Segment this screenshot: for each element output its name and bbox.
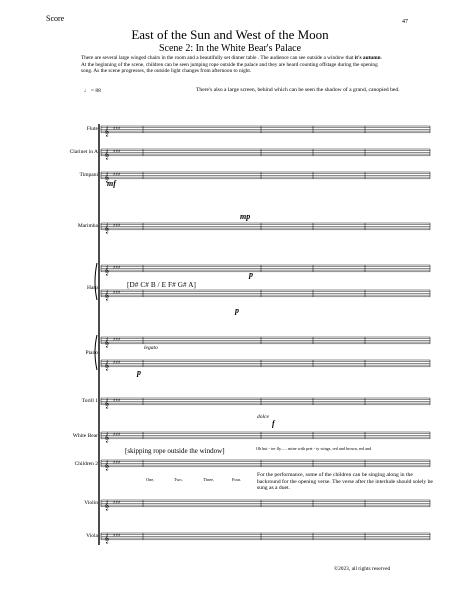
instrument-piano: Piano <box>85 350 98 356</box>
clef-glyph: 𝄞 <box>104 432 110 443</box>
clef-glyph: 𝄞 <box>104 265 110 276</box>
description-bold: it's autumn <box>354 55 381 61</box>
dynamic-harp-upper: p <box>249 270 253 279</box>
scene-subtitle: Scene 2: In the White Bear's Palace <box>158 43 302 54</box>
clef-glyph: 𝄞 <box>104 172 110 183</box>
instrument-white-bear: White Bear <box>72 433 98 439</box>
count-three: Three, <box>203 477 215 482</box>
instrument-children: Children 2 <box>74 461 98 467</box>
dynamic-white-bear: f <box>272 419 275 428</box>
instrument-timpani: Timpani <box>79 172 98 178</box>
key-signature: ♯♯♯ <box>113 500 121 506</box>
key-signature: ♯♯♯ <box>113 533 121 539</box>
key-signature: ♯♯♯ <box>113 360 121 366</box>
clef-glyph: 𝄞 <box>104 223 110 234</box>
key-signature: ♯♯♯ <box>113 265 121 271</box>
count-one: One, <box>146 477 155 482</box>
clef-glyph: 𝄞 <box>104 149 110 160</box>
clef-glyph: 𝄞 <box>104 460 110 471</box>
dynamic-timpani: mf <box>107 179 116 188</box>
instrument-clarinet: Clarinet in A <box>69 149 98 155</box>
screen-note: There's also a large screen, behind which can be seen the shadow of a grand, canopied bed. <box>196 87 400 93</box>
description-line-1: There are several large winged chairs in the room and a beautifully set dinner table . The audience can see outside a window that <box>81 55 355 61</box>
key-signature: ♯♯♯ <box>113 432 121 438</box>
piano-brace <box>95 335 97 370</box>
count-two: Two, <box>174 477 183 482</box>
key-signature: ♯♯♯ <box>113 290 121 296</box>
key-signature: ♯♯♯ <box>113 172 121 178</box>
count-four: Four. <box>232 477 241 482</box>
stage-direction: [skipping rope outside the window] <box>125 447 225 455</box>
dynamic-harp-lower: p <box>235 306 239 315</box>
clef-glyph: 𝄞 <box>104 290 110 301</box>
description-line-2: At the beginning of the scene, children can be seen jumping rope outside the palace and they are heard counting offstage during the opening <box>81 61 378 68</box>
harp-brace <box>95 263 97 300</box>
instrument-violin: Violin <box>84 500 98 506</box>
clef-glyph: 𝄞 <box>104 533 110 544</box>
description-line-1-end: . <box>380 55 382 61</box>
dolce-marking: dolce <box>257 414 269 420</box>
clef-glyph: 𝄞 <box>104 360 110 371</box>
instrument-viola: Viola <box>86 533 98 539</box>
score-label: Score <box>46 14 65 23</box>
key-signature: ♯♯♯ <box>113 337 121 343</box>
instrument-harp: Harp <box>87 285 98 291</box>
dynamic-piano: p <box>137 368 141 377</box>
harp-pedal-marking: [D# C# B / E F# G# A] <box>127 281 196 289</box>
copyright: ©2023, all rights reserved <box>334 566 391 572</box>
key-signature: ♯♯♯ <box>113 223 121 229</box>
key-signature: ♯♯♯ <box>113 398 121 404</box>
instrument-flute: Flute <box>86 126 98 132</box>
key-signature: ♯♯♯ <box>113 126 121 132</box>
legato-marking: legato <box>144 345 158 351</box>
lyrics-line: Oh but - ter fly...... mine with pret - ty wings, red and brown, red and <box>256 446 372 451</box>
key-signature: ♯♯♯ <box>113 460 121 466</box>
page-title: East of the Sun and West of the Moon <box>131 27 329 42</box>
key-signature: ♯♯♯ <box>113 149 121 155</box>
instrument-torill: Torill 1 <box>81 398 98 404</box>
tempo-marking: ♩ = 88 <box>84 88 101 94</box>
instrument-marimba: Marimba <box>77 223 98 229</box>
clef-glyph: 𝄞 <box>104 500 110 511</box>
page-number: 47 <box>402 19 408 25</box>
performance-note: For the performance, some of the children can be singing along in the backround for the opening verse. The verse after the interlude should solely be sung as a duet. <box>257 472 433 492</box>
clef-glyph: 𝄞 <box>104 398 110 409</box>
clef-glyph: 𝄞 <box>104 337 110 348</box>
description-line-3: song. As the scene progresses, the outside light changes from afternoon to night. <box>81 68 252 75</box>
dynamic-marimba: mp <box>240 212 251 221</box>
clef-glyph: 𝄞 <box>104 126 110 137</box>
